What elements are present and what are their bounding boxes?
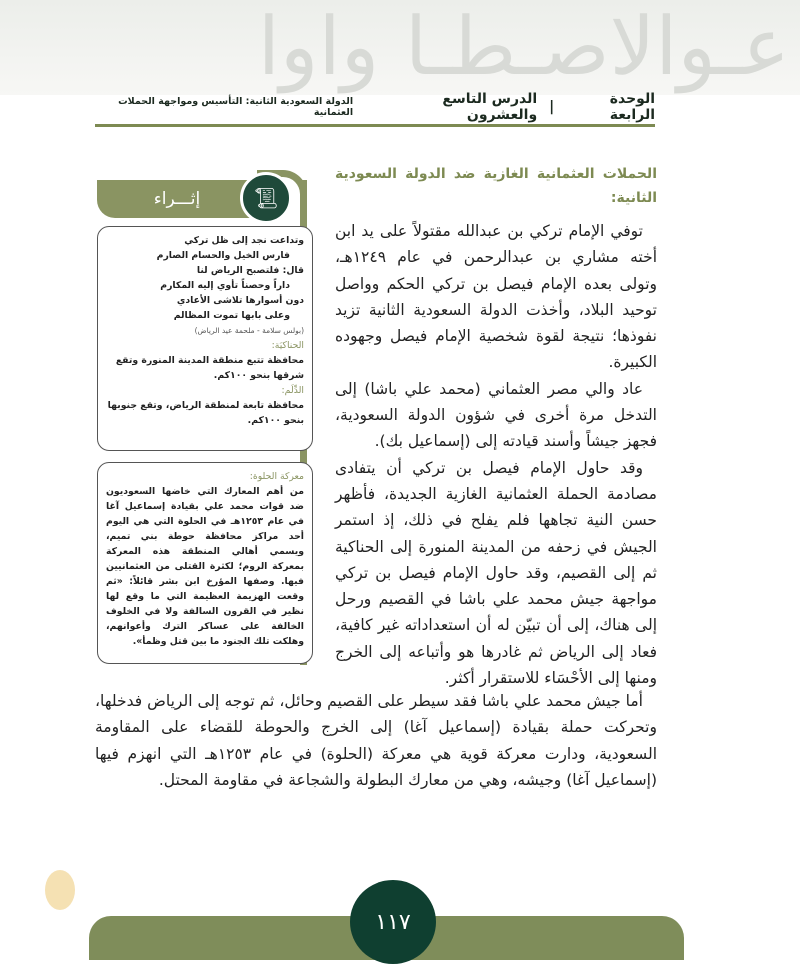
poem-verse: داراً وحصناً تأوي إليه المكارم <box>160 280 290 291</box>
paragraph: توفي الإمام تركي بن عبدالله مقتولاً على يد ابن أخته مشاري بن عبدالرحمن في عام ١٢٤٩هـ، وتولى بعده الإمام فيصل بن تركي الحكم وواصل توحيد البلاد، وأخذت الدولة السعودية الثانية تزيد نفوذها؛ نتيجة لقوة شخصية الإمام فيصل وجهوده الكبيرة. <box>335 222 657 372</box>
paragraph: عاد والي مصر العثماني (محمد علي باشا) إلى التدخل مرة أخرى في شؤون الدولة السعودية، فجهز جيشاً وأسند قيادته إلى (إسماعيل بك). <box>335 379 657 451</box>
battle-text: من أهم المعارك التي خاضها السعوديون ضد قوات محمد علي بقيادة إسماعيل آغا في عام ١٢٥٣هـ في الحلوة التي هي اليوم أحد مراكز محافظة حوطة بني تميم، ويسمي أهالي المنطقة هذه المعركة بمعركة الروم؛ لكثرة القتلى من العثمانيين فيها. وصفها المؤرخ ابن بشر قائلاً: «ثم وقعت الهزيمة العظيمة التي ما وقع لها نظير في القرون السالفة ولا في الخلوف الخالفة على عساكر الترك وأعوانهم، وهلكت تلك الجنود ما بين قتل وظمأ». <box>106 486 304 647</box>
poem-verse: وعلى بابها تموت المظالم <box>173 310 290 321</box>
paragraph: وقد حاول الإمام فيصل بن تركي أن يتفادى مصادمة الحملة العثمانية الغازية الجديدة، فأظهر حسن النية تجاهها فلم يفلح في ذلك، إذ استمر الجيش في زحفه من المدينة المنورة إلى الحناكية ثم إلى القصيم، وقد حاول الإمام فيصل بن تركي مواجهة جيش محمد علي باشا في القصيم ورحل إلى هناك، إلى أن تبيّن له أن استعداداته غير كافية، فعاد إلى الرياض ثم غادرها هو وأتباعه إلى الخرج ومنها إلى الأحْسَاء للاستقرار أكثر. <box>335 458 657 688</box>
page-number: ١١٧ <box>350 880 436 964</box>
bottom-text <box>95 688 657 793</box>
poem-verse: وتداعت نجد إلى ظل تركي <box>184 235 304 246</box>
term-label: الحناكيَة: <box>271 340 304 351</box>
battle-label: معركة الحلوة: <box>249 471 304 482</box>
enrichment-box-poem <box>97 226 313 451</box>
poem-verse: فارس الخيل والحسام الصارم <box>156 250 290 261</box>
enrichment-title <box>97 180 257 218</box>
term-definition: محافظة تتبع منطقة المدينة المنورة وتقع شرقها بنحو ١٠٠كم. <box>115 355 304 381</box>
publisher-logo <box>45 870 75 910</box>
poem-verse: دون أسوارها تلاشى الأعادي <box>176 295 304 306</box>
page-header <box>95 91 655 123</box>
lesson-title: الدرس التاسع والعشرون <box>442 91 538 123</box>
term-label: الدِّلَم: <box>281 385 304 396</box>
calligraphy-background: عـوالاصـطـا واوا <box>0 0 800 95</box>
scroll-icon: 📜︎ <box>240 172 292 224</box>
poem-citation: (بولس سلامة - ملحمة عيد الرياض) <box>194 326 304 335</box>
poem-verse: قال: فلتصبح الرياض لنا <box>196 265 304 276</box>
lesson-subtitle: الدولة السعودية الثانية: التأسيس ومواجهة الحملات العثمانية <box>118 96 354 118</box>
unit-title: الوحدة الرابعة <box>609 91 655 123</box>
enrichment-title-text: إثـــراء <box>153 189 201 209</box>
header-divider <box>95 124 655 127</box>
term-definition: محافظة تابعة لمنطقة الرياض، وتقع جنوبها بنحو ١٠٠كم. <box>107 400 304 426</box>
main-column <box>335 162 657 691</box>
paragraph: أما جيش محمد علي باشا فقد سيطر على القصيم وحائل، ثم توجه إلى الرياض فدخلها، وتحركت حملة بقيادة (إسماعيل آغا) إلى الخرج والحوطة للقضاء على المقاومة السعودية، ودارت معركة قوية هي معركة (الحلوة) في عام ١٢٥٣هـ التي انهزم فيها (إسماعيل آغا) وجيشه، وهي من معارك البطولة والشجاعة في مقاومة المحتل. <box>95 692 657 789</box>
enrichment-box-battle <box>97 462 313 664</box>
header-separator: | <box>549 99 555 115</box>
section-heading: الحملات العثمانية الغازية ضد الدولة السعودية الثانية: <box>335 166 657 206</box>
